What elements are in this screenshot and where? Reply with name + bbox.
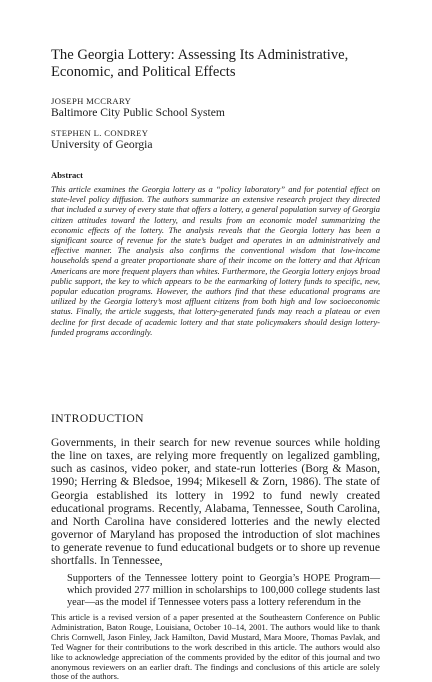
footnote: This article is a revised version of a paper presented at the Southeastern Conference on Public Administration, Baton Rouge, Louisiana, October 10–14, 2001. The authors would like to thank Chris Cornwell, Jason Finley, Jack Hamilton, David Mustard, Mara Moore, Thomas Pavlak, and Ted Wagner for their contributions to the work described in this article. The authors would also like to acknowledge appreciation of the comments provided by the editor of this journal and two anonymous reviewers on an earlier draft. The findings and conclusions of this article are solely those of the authors. [51,613,380,682]
article-title: The Georgia Lottery: Assessing Its Administrative, Economic, and Political Effects [51,47,349,80]
author-block [51,96,396,119]
abstract-heading: Abstract [51,170,83,180]
author-name: JOSEPH MCCRARY [51,96,132,106]
author-block [51,128,396,151]
abstract-text: This article examines the Georgia lottery as a “policy laboratory” and for potential effect on state-level policy diffusion. The authors summarize an extensive research project they directed that included a survey of every state that offers a lottery, a general population survey of Georgia citizen attitudes toward the lottery, and results from an economic model summarizing the economic effects of the lottery. The analysis reveals that the Georgia lottery has been a significant source of revenue for the state’s budget and operates in an administratively and effective manner. The analysis also confirms the conventional wisdom that low-income households spend a greater proportionate share of their income on the lottery and that African Americans are more frequent players than whites. Furthermore, the Georgia lottery enjoys broad public support, the key to which appears to be the earmarking of lottery funds to specific, new, popular education programs. However, the authors find that these educational programs are utilized by the Georgia lottery’s most affluent citizens from both high and low socioeconomic status. Finally, the article suggests, that lottery-generated funds may reach a plateau or even decline for first decade of academic lottery and that state policymakers should design lottery-funded programs accordingly. [51,184,380,337]
author-affiliation: Baltimore City Public School System [51,106,225,119]
block-quote: Supporters of the Tennessee lottery point to Georgia’s HOPE Program—which provided 277 million in scholarships to 100,000 college students last year—as the model if Tennessee voters pass a lottery referendum in the [67,573,380,608]
intro-paragraph: Governments, in their search for new revenue sources while holding the line on taxes, are relying more frequently on legalized gambling, such as casinos, video poker, and state-run lotteries (Borg & Mason, 1990; Herring & Bledsoe, 1994; Mikesell & Zorn, 1986). The state of Georgia established its lottery in 1992 to fund newly created educational programs. Recently, Alabama, Tennessee, South Carolina, and North Carolina have considered lotteries and the newly elected governor of Maryland has proposed the introduction of slot machines to generate revenue to fund educational budgets or to shore up revenue shortfalls. In Tennessee, [51,436,380,568]
section-heading: INTRODUCTION [51,412,144,425]
author-affiliation: University of Georgia [51,138,153,151]
author-name: STEPHEN L. CONDREY [51,128,149,138]
